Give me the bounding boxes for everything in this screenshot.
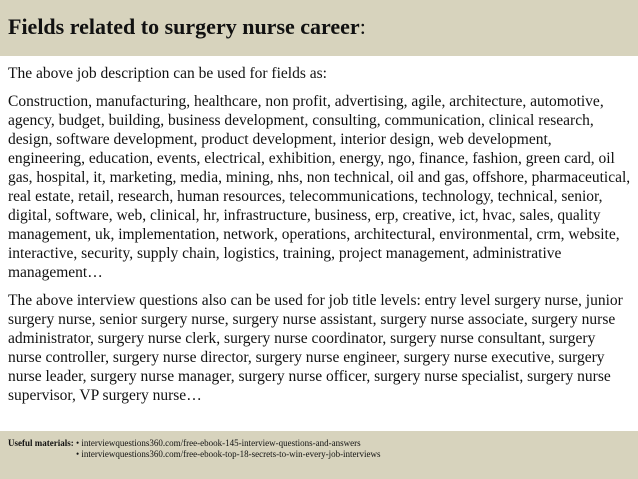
footer-bar	[0, 431, 638, 479]
footer-link[interactable]: • interviewquestions360.com/free-ebook-top-18-secrets-to-win-every-job-interviews	[76, 449, 381, 459]
footer-label-spacer	[8, 449, 76, 460]
page-title-colon: :	[359, 14, 366, 39]
intro-text: The above job description can be used for fields as:	[8, 65, 327, 82]
footer-link[interactable]: • interviewquestions360.com/free-ebook-145-interview-questions-and-answers	[76, 438, 361, 448]
footer-row	[8, 438, 638, 449]
fields-paragraph: Construction, manufacturing, healthcare, non profit, advertising, agile, architecture, automotive, agency, budget, building, business development, consulting, communication, clinical research, design, software development, product development, interior design, web development, engineering, education, events, electrical, exhibition, energy, ngo, finance, fashion, green card, oil gas, hospital, it, marketing, media, mining, nhs, non technical, oil and gas, offshore, pharmaceutical, real estate, retail, research, human resources, telecommunications, technology, technical, senior, digital, software, web, clinical, hr, infrastructure, business, erp, creative, ict, hvac, sales, quality management, uk, implementation, network, operations, architectural, environmental, crm, website, interactive, security, supply chain, logistics, training, project management, administrative management…	[8, 93, 631, 281]
page-title-text: Fields related to surgery nurse career	[8, 14, 360, 39]
main-content	[8, 64, 632, 414]
header-bar	[0, 0, 638, 56]
footer-row	[8, 449, 638, 460]
page-title	[8, 14, 638, 40]
job-titles-paragraph: The above interview questions also can be used for job title levels: entry level surgery nurse, junior surgery nurse, senior surgery nurse, surgery nurse assistant, surgery nurse associate, surgery nurse administrator, surgery nurse clerk, surgery nurse coordinator, surgery nurse consultant, surgery nurse controller, surgery nurse director, surgery nurse engineer, surgery nurse executive, surgery nurse leader, surgery nurse manager, surgery nurse officer, surgery nurse specialist, surgery nurse supervisor, VP surgery nurse…	[8, 292, 623, 404]
useful-materials-label: Useful materials:	[8, 438, 74, 448]
